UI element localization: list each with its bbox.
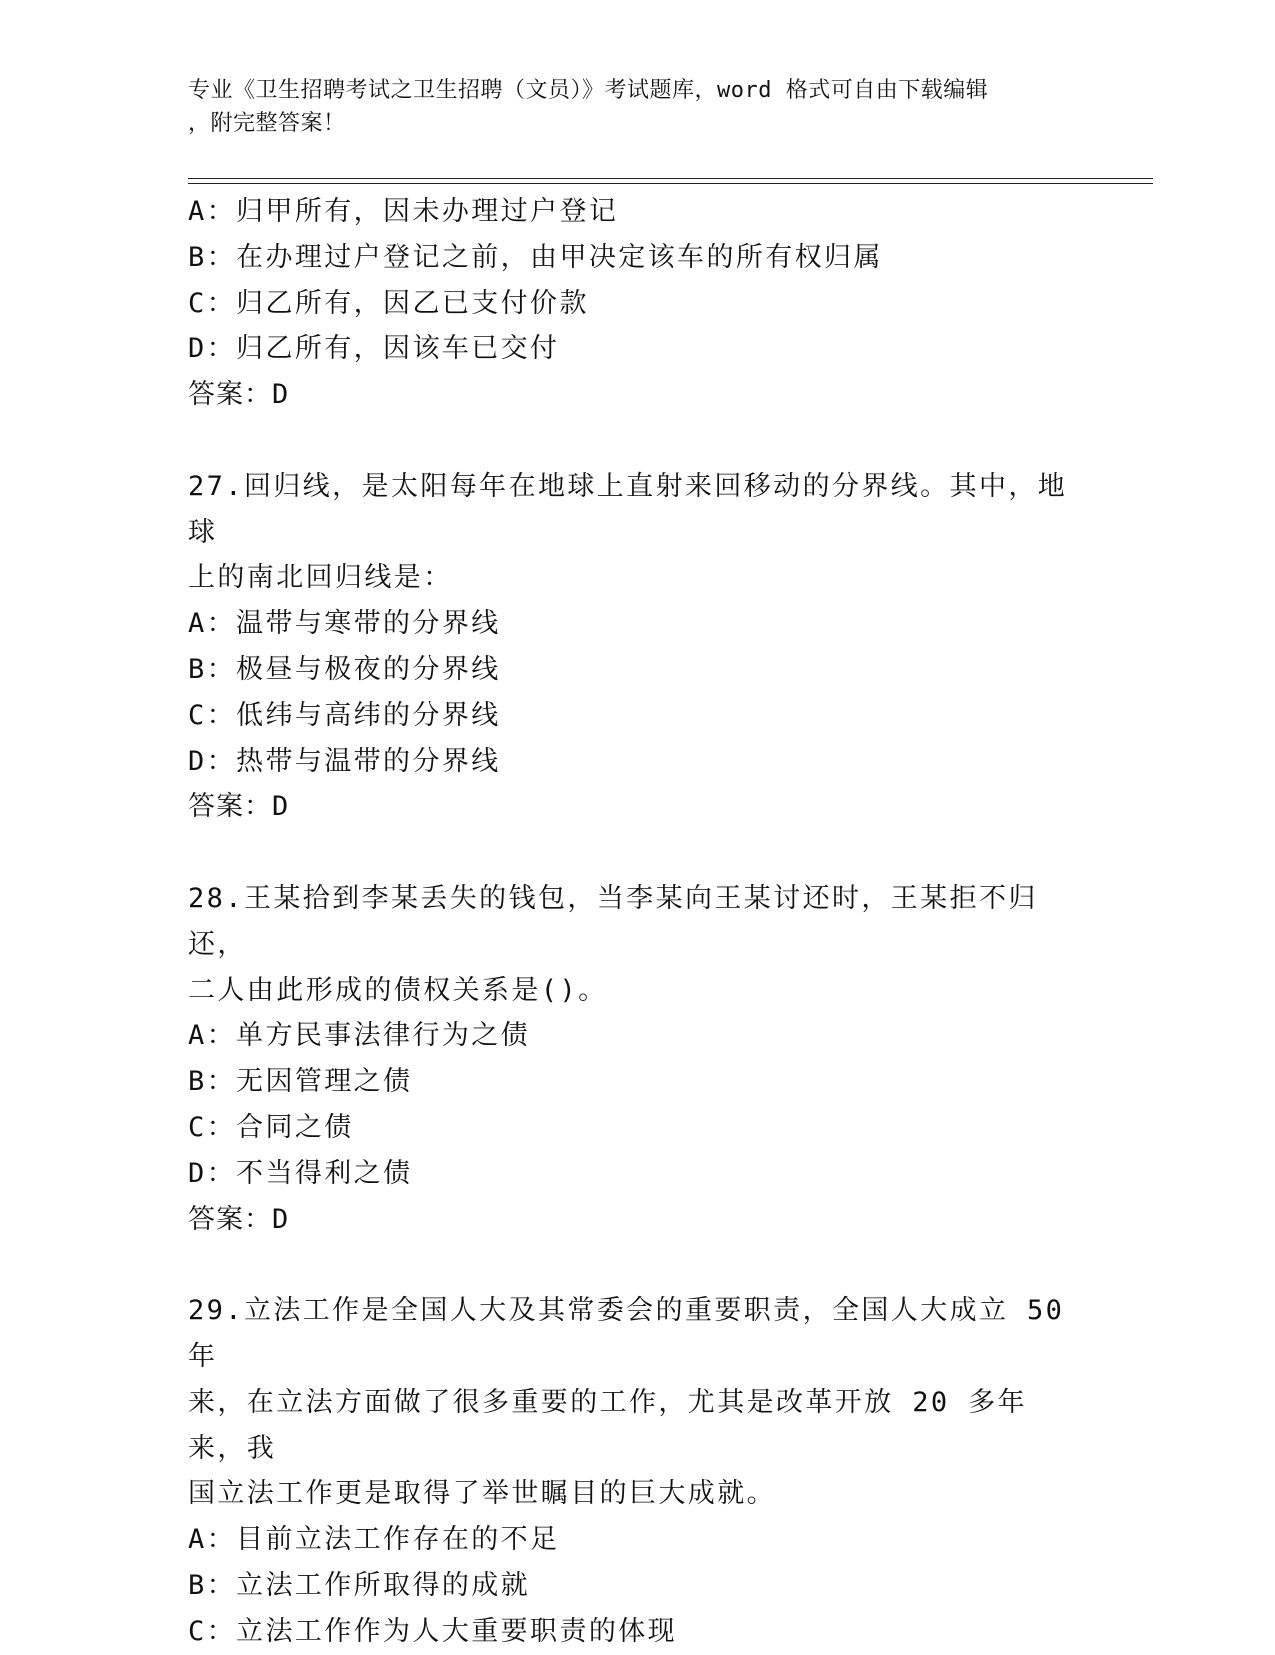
question-text: 28.王某拾到李某丢失的钱包，当李某向王某讨还时，王某拒不归还， (188, 882, 1038, 960)
question-29 (188, 1288, 1083, 1654)
option-b: B：极昼与极夜的分界线 (188, 653, 501, 685)
header-rule-top (188, 178, 1153, 179)
option-c: C：归乙所有，因乙已支付价款 (188, 287, 589, 319)
option-b: B：在办理过户登记之前，由甲决定该车的所有权归属 (188, 241, 883, 273)
question-list (188, 189, 1083, 1655)
option-a: A：单方民事法律行为之债 (188, 1020, 531, 1052)
option-a: A：目前立法工作存在的不足 (188, 1524, 560, 1556)
spacer (188, 418, 1078, 464)
question-text: 二人由此形成的债权关系是()。 (188, 974, 608, 1006)
question-text: 29.立法工作是全国人大及其常委会的重要职责，全国人大成立 50 年 (188, 1295, 1083, 1372)
option-c: C：立法工作作为人大重要职责的体现 (188, 1615, 678, 1647)
question-27 (188, 464, 1078, 830)
header-line: ，附完整答案！ (188, 111, 346, 136)
header-rule-bottom (188, 183, 1153, 184)
question-text: 上的南北回归线是： (188, 562, 453, 594)
option-a: A：温带与寒带的分界线 (188, 608, 501, 640)
question-28 (188, 876, 1078, 1242)
option-d: D：热带与温带的分界线 (188, 745, 501, 777)
question-text: 国立法工作更是取得了举世瞩目的巨大成就。 (188, 1478, 776, 1510)
option-d: D：不当得利之债 (188, 1157, 413, 1189)
option-a: A：归甲所有，因未办理过户登记 (188, 196, 619, 227)
question-text: 27.回归线，是太阳每年在地球上直射来回移动的分界线。其中，地球 (188, 470, 1068, 548)
question-26 (188, 189, 1078, 418)
spacer (188, 830, 1078, 876)
option-b: B：无因管理之债 (188, 1066, 413, 1098)
spacer (188, 1242, 1078, 1288)
header-line: 专业《卫生招聘考试之卫生招聘（文员）》考试题库，word 格式可自由下载编辑 (188, 78, 989, 103)
question-text: 来，在立法方面做了很多重要的工作，尤其是改革开放 20 多年来，我 (188, 1386, 1028, 1464)
option-d: D：归乙所有，因该车已交付 (188, 333, 560, 365)
answer: 答案：D (188, 1203, 290, 1235)
answer: 答案：D (188, 791, 290, 823)
document-header (188, 74, 1068, 140)
option-c: C：低纬与高纬的分界线 (188, 699, 501, 731)
option-b: B：立法工作所取得的成就 (188, 1569, 531, 1601)
answer: 答案：D (188, 379, 290, 411)
option-c: C：合同之债 (188, 1111, 354, 1143)
